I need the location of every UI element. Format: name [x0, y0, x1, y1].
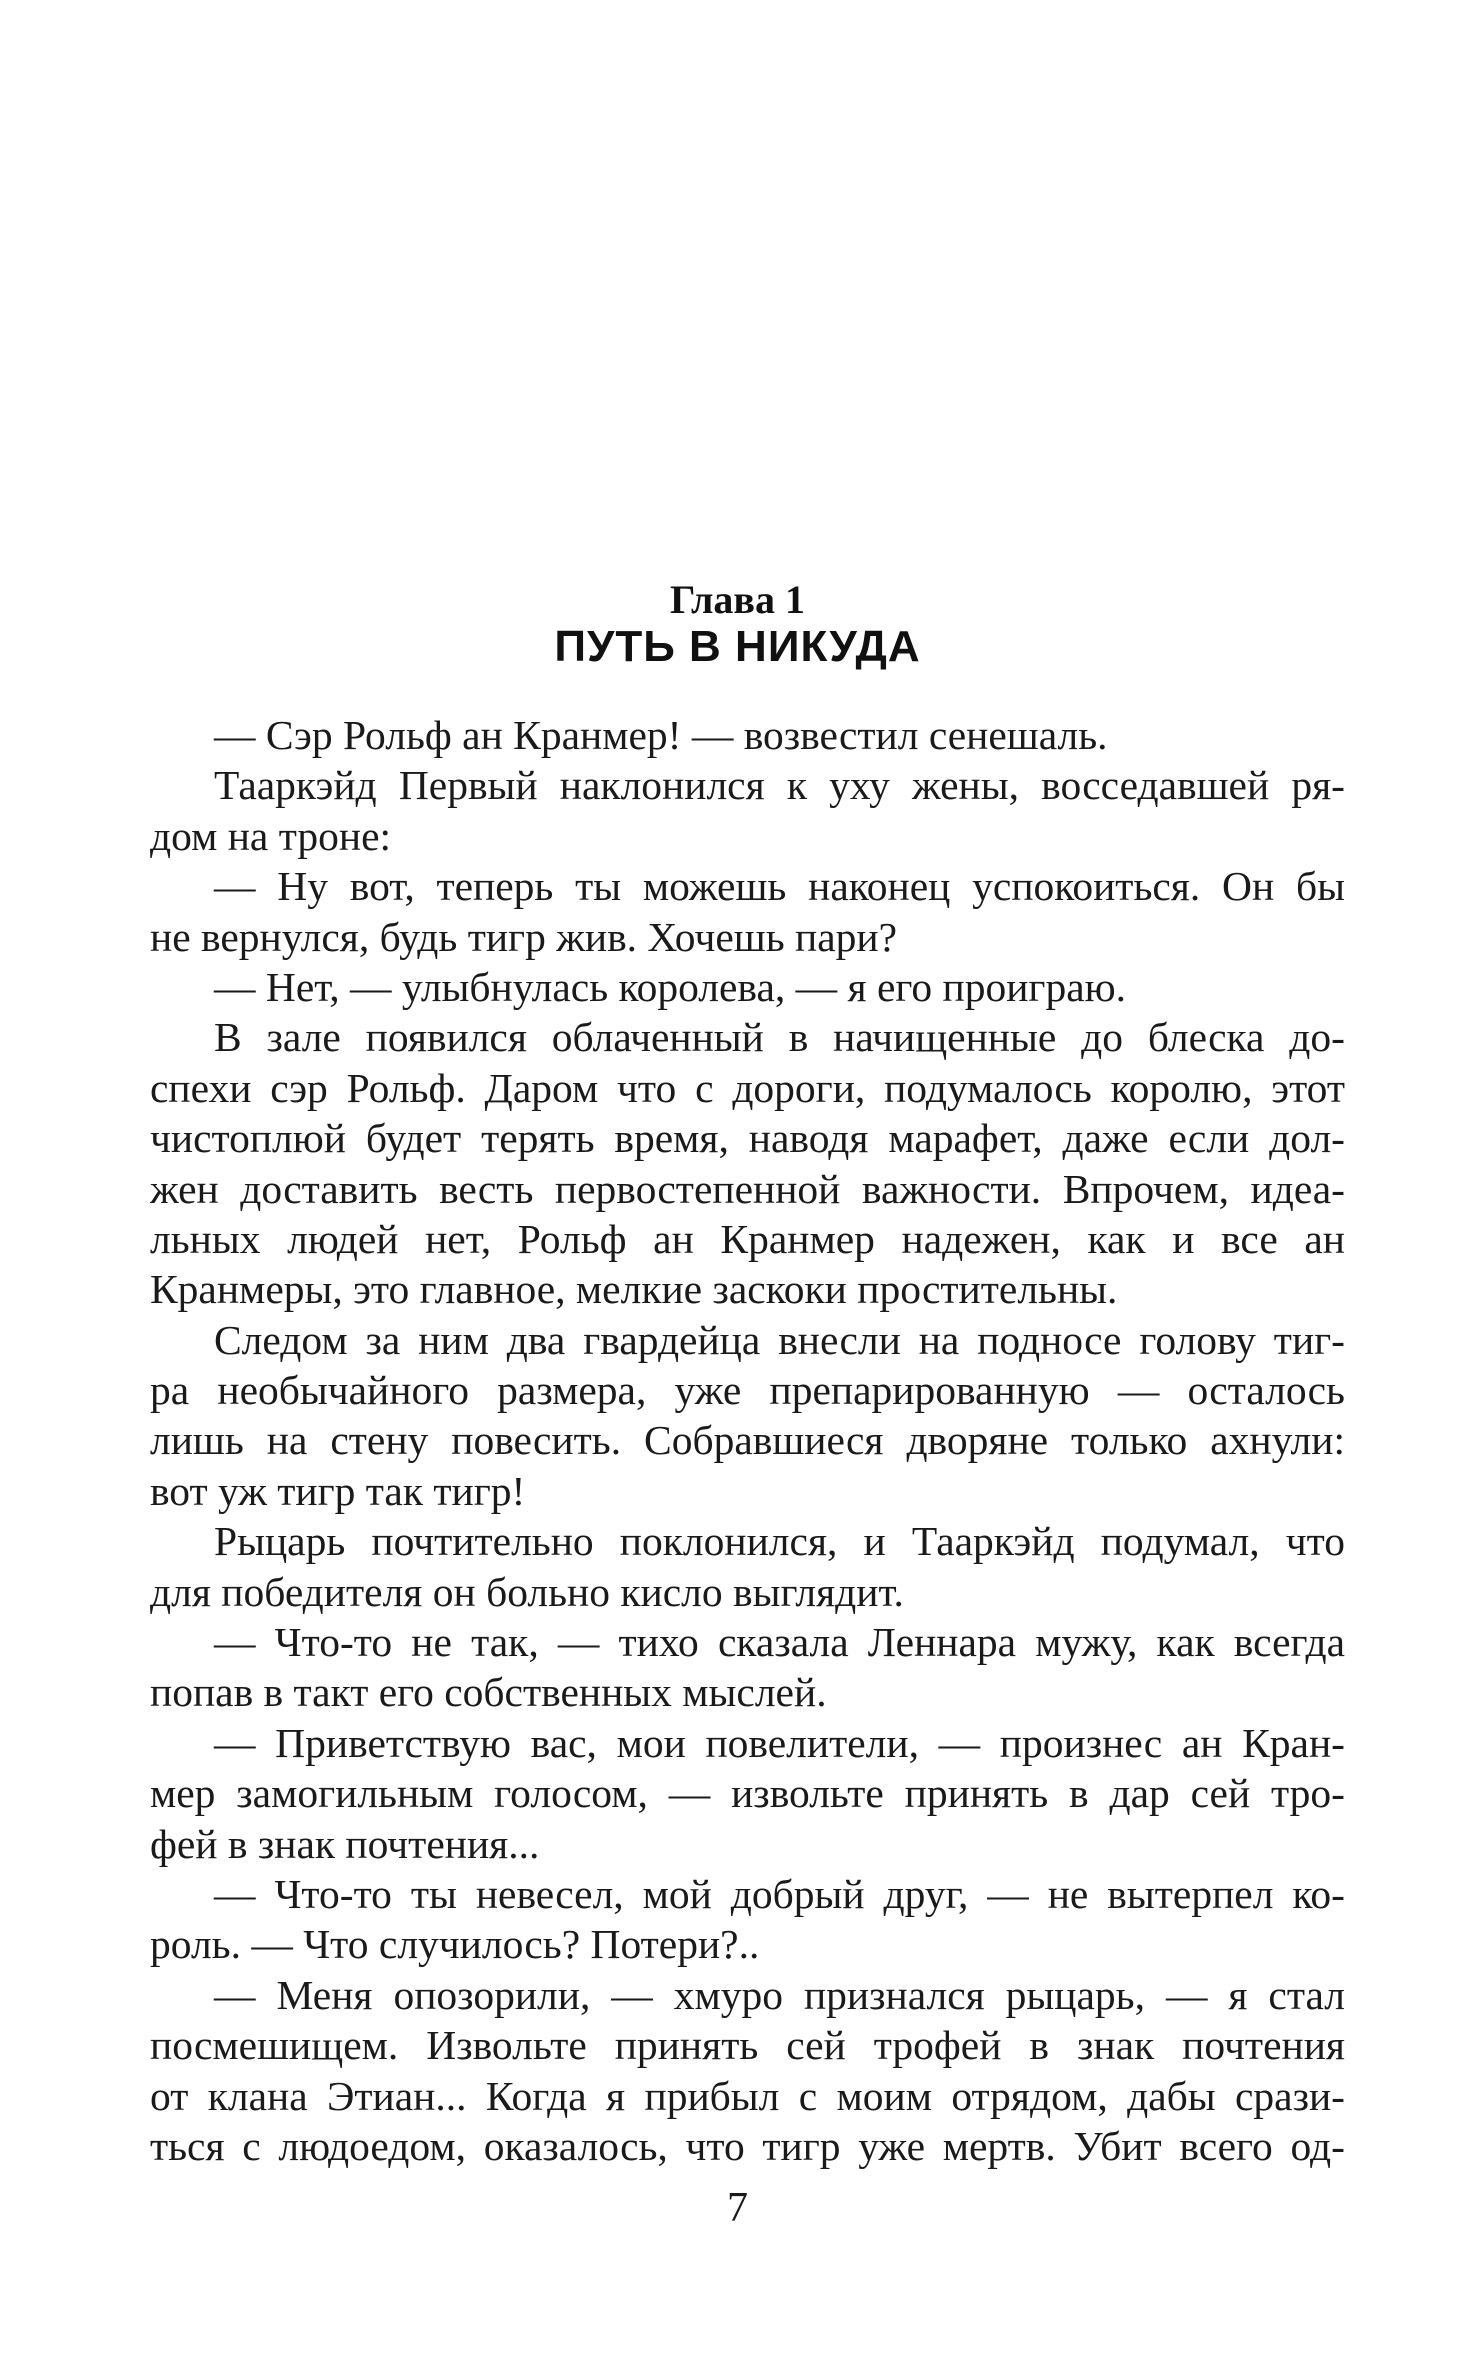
text-line: чистоплюй будет терять время, наводя марафет, даже если дол-	[150, 1115, 1345, 1162]
text-line: не вернулся, будь тигр жив. Хочешь пари?	[150, 913, 898, 960]
text-line: жен доставить весть первостепенной важности. Впрочем, идеа-	[150, 1165, 1345, 1212]
text-line: от клана Этиан... Когда я прибыл с моим отрядом, дабы срази-	[150, 2072, 1345, 2119]
text-line: Тааркэйд Первый наклонился к уху жены, восседавшей ря-	[214, 762, 1345, 809]
text-line: — Что-то не так, — тихо сказала Леннара мужу, как всегда	[214, 1619, 1345, 1666]
text-line: мер замогильным голосом, — извольте принять в дар сей тро-	[150, 1770, 1345, 1817]
text-line: попав в такт его собственных мыслей.	[150, 1669, 827, 1716]
text-line: — Меня опозорили, — хмуро признался рыцарь, — я стал	[214, 1971, 1345, 2018]
text-line: Следом за ним два гвардейца внесли на подносе голову тиг-	[214, 1316, 1345, 1363]
text-line: — Сэр Рольф ан Кранмер! — возвестил сенешаль.	[214, 712, 1108, 758]
text-line: — Нет, — улыбнулась королева, — я его проиграю.	[214, 963, 1126, 1010]
text-line: ра необычайного размера, уже препарированную — осталось	[150, 1367, 1345, 1414]
text-line: В зале появился облаченный в начищенные до блеска до-	[214, 1014, 1345, 1061]
page-number: 7	[727, 2185, 748, 2231]
text-line: вот уж тигр так тигр!	[150, 1467, 526, 1514]
text-line: Рыцарь почтительно поклонился, и Тааркэйд подумал, что	[214, 1518, 1345, 1565]
text-line: фей в знак почтения...	[150, 1820, 540, 1867]
text-line: ться с людоедом, оказалось, что тигр уже мертв. Убит всего од-	[150, 2122, 1345, 2169]
text-line: льных людей нет, Рольф ан Кранмер надежен, как и все ан	[150, 1215, 1345, 1262]
text-line: роль. — Что случилось? Потери?..	[150, 1921, 760, 1968]
text-line: для победителя он больно кисло выглядит.	[150, 1568, 904, 1615]
text-line: — Приветствую вас, мои повелители, — произнес ан Кран-	[214, 1719, 1345, 1766]
text-line: лишь на стену повесить. Собравшиеся дворяне только ахнули:	[150, 1417, 1345, 1464]
chapter-number: Глава 1	[670, 577, 805, 622]
text-line: — Ну вот, теперь ты можешь наконец успокоиться. Он бы	[214, 863, 1345, 910]
text-line: дом на троне:	[150, 812, 392, 859]
text-line: — Что-то ты невесел, мой добрый друг, — не вытерпел ко-	[214, 1870, 1345, 1917]
text-line: посмешищем. Извольте принять сей трофей в знак почтения	[150, 2022, 1345, 2069]
chapter-title: ПУТЬ В НИКУДА	[554, 622, 921, 671]
text-line: Кранмеры, это главное, мелкие заскоки простительны.	[150, 1266, 1118, 1313]
text-line: спехи сэр Рольф. Даром что с дороги, подумалось королю, этот	[150, 1064, 1345, 1111]
body-text	[150, 710, 1345, 2171]
